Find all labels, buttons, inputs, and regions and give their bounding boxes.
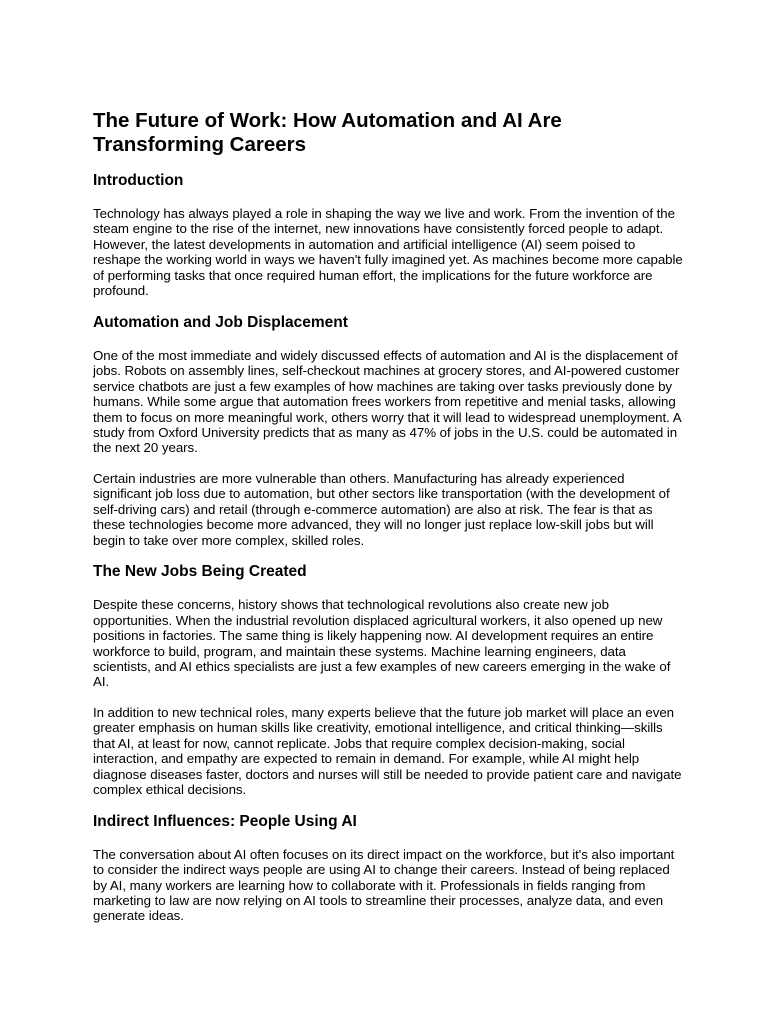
section-heading: Indirect Influences: People Using AI <box>93 812 357 830</box>
section-automation-job-displacement <box>93 314 683 548</box>
paragraph: Technology has always played a role in shaping the way we live and work. From the invention of the steam engine to the rise of the internet, new innovations have consistently forced people to adapt. However, the latest developments in automation and artificial intelligence (AI) seem poised to reshape the working world in ways we haven't fully imagined yet. As machines become more capable of performing tasks that once required human effort, the implications for the future workforce are profound. <box>93 206 683 299</box>
paragraph: One of the most immediate and widely discussed effects of automation and AI is the displacement of jobs. Robots on assembly lines, self-checkout machines at grocery stores, and AI-powered customer service chatbots are just a few examples of how machines are taking over tasks previously done by humans. While some argue that automation frees workers from repetitive and menial tasks, allowing them to focus on more meaningful work, others worry that it will lead to widespread unemployment. A study from Oxford University predicts that as many as 47% of jobs in the U.S. could be automated in the next 20 years. <box>93 347 681 456</box>
section-new-jobs-created <box>93 563 683 797</box>
document-title: The Future of Work: How Automation and AI Are Transforming Careers <box>93 109 562 156</box>
paragraph: Certain industries are more vulnerable than others. Manufacturing has already experienced significant job loss due to automation, but other sectors like transportation (with the development of self-driving cars) and retail (through e-commerce automation) are also at risk. The fear is that as these technologies become more advanced, they will no longer just replace low-skill jobs but will begin to take over more complex, skilled roles. <box>93 470 670 548</box>
section-heading: Automation and Job Displacement <box>93 313 348 331</box>
paragraph: In addition to new technical roles, many experts believe that the future job market will place an even greater emphasis on human skills like creativity, emotional intelligence, and critical thinking—skills that AI, at least for now, cannot replicate. Jobs that require complex decision-making, social interaction, and empathy are expected to remain in demand. For example, while AI might help diagnose diseases faster, doctors and nurses will still be needed to provide patient care and navigate complex ethical decisions. <box>93 704 682 798</box>
section-heading: The New Jobs Being Created <box>93 563 307 581</box>
paragraph: The conversation about AI often focuses on its direct impact on the workforce, but it's also important to consider the indirect ways people are using AI to change their careers. Instead of being replaced by AI, many workers are learning how to collaborate with it. Professionals in fields ranging from marketing to law are now relying on AI tools to streamline their processes, analyze data, and even generate ideas. <box>93 846 675 924</box>
document-page <box>93 109 683 939</box>
paragraph: Despite these concerns, history shows that technological revolutions also create new job opportunities. When the industrial revolution displaced agricultural workers, it also opened up new positions in factories. The same thing is likely happening now. AI development requires an entire workforce to build, program, and maintain these systems. Machine learning engineers, data scientists, and AI ethics specialists are just a few examples of new careers emerging in the wake of AI. <box>93 597 671 690</box>
section-heading: Introduction <box>93 172 184 189</box>
section-indirect-influences <box>93 813 683 924</box>
section-introduction <box>93 172 683 299</box>
